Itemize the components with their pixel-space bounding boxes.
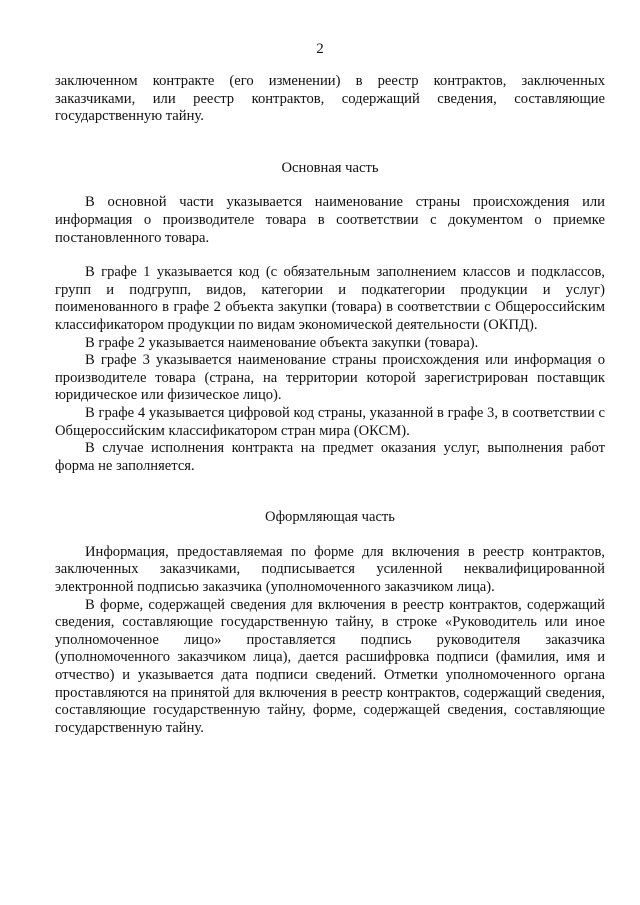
closing-paragraph-1: Информация, предоставляемая по форме для включения в реестр контрактов, заключенных заказчиками, подписывается усиленной неквалифицированной электронной подписью заказчика (уполномоченного заказчиком лица). (55, 543, 605, 596)
main-paragraph-1: В основной части указывается наименование страны происхождения или информация о производителе товара в соответствии с документом о приемке постановленного товара. (55, 194, 605, 246)
closing-section-heading: Оформляющая часть (265, 509, 395, 526)
main-section-heading: Основная часть (281, 159, 379, 176)
closing-paragraph-2: В форме, содержащей сведения для включения в реестр контрактов, содержащий сведения, составляющие государственную тайну, в строке «Руководитель или иное уполномоченное лицо» проставляется подпись руководителя заказчика (уполномоченного заказчиком лица), дается расшифровка подписи (фамилия, имя и отчество) и указывается дата подписи сведений. Отметки уполномоченного органа проставляются на принятой для включения в реестр контрактов, содержащий сведения, составляющие государственную тайну, форме, содержащей сведения, составляющие государственную тайну. (55, 596, 605, 736)
main-paragraph-3: В графе 2 указывается наименование объекта закупки (товара). (85, 334, 479, 351)
main-paragraph-2: В графе 1 указывается код (с обязательным заполнением классов и подклассов, групп и подгрупп, видов, категории и подкатегории продукции и услуг) поименованного в графе 2 объекта закупки (товара) в соответствии с Общероссийским классификатором продукции по видам экономической деятельности (ОКПД). (55, 264, 605, 333)
intro-paragraph: заключенном контракте (его изменении) в реестр контрактов, заключенных заказчиками, или реестр контрактов, содержащий сведения, составляющие государственную тайну. (55, 73, 605, 125)
document-body (55, 73, 605, 737)
main-paragraph-4: В графе 3 указывается наименование страны происхождения или информация о производителе товара (страна, на территории которой зарегистрирован поставщик юридическое или физическое лицо). (55, 352, 605, 404)
main-paragraph-6: В случае исполнения контракта на предмет оказания услуг, выполнения работ форма не заполняется. (55, 440, 605, 474)
page-number: 2 (316, 41, 324, 57)
main-paragraph-5: В графе 4 указывается цифровой код страны, указанной в графе 3, в соответствии с Общероссийским классификатором стран мира (ОКСМ). (55, 404, 605, 439)
